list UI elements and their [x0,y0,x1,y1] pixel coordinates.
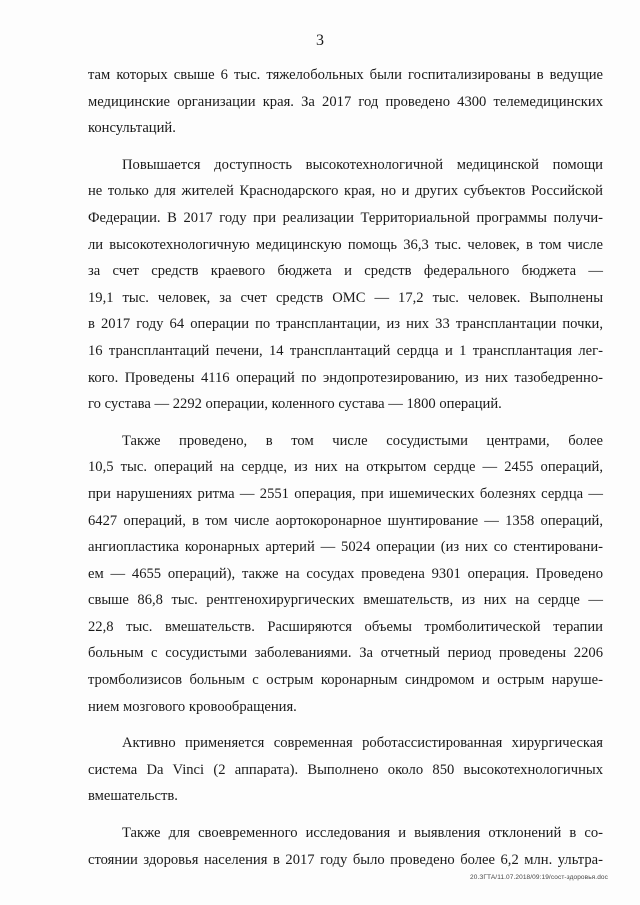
text-line: консультаций. [88,120,176,137]
page-number: 3 [316,32,324,49]
body-text [88,62,603,873]
text-line: за счет средств краевого бюджета и средств федерального бюджета — [88,263,603,280]
text-line: Также для своевременного исследования и выявления отклонений в со- [122,825,603,842]
text-line: в 2017 году 64 операции по трансплантации, из них 33 трансплантации почки, [88,316,603,333]
text-line: ем — 4655 операций), также на сосудах проведена 9301 операция. Проведено [88,565,603,582]
text-line: Активно применяется современная роботассистированная хирургическая [122,735,603,752]
paragraph [88,730,603,810]
text-line: 22,8 тыс. вмешательств. Расширяются объемы тромболитической терапии [88,618,603,635]
text-line: вмешательств. [88,788,178,805]
text-line: кого. Проведены 4116 операций по эндопротезированию, из них тазобедренно- [88,369,603,386]
text-line: Федерации. В 2017 году при реализации Территориальной программы получи- [88,209,603,226]
text-line: система Da Vinci (2 аппарата). Выполнено около 850 высокотехнологичных [88,761,603,778]
text-line: при нарушениях ритма — 2551 операция, при ишемических болезнях сердца — [88,485,603,502]
text-line: ангиопластика коронарных артерий — 5024 операции (из них со стентировани- [88,539,603,556]
text-line: не только для жителей Краснодарского края, но и других субъектов Российской [88,183,603,200]
text-line: медицинские организации края. За 2017 год проведено 4300 телемедицинских [88,93,603,110]
text-line: 6427 операций, в том числе аортокоронарное шунтирование — 1358 операций, [88,512,603,529]
text-line: стоянии здоровья населения в 2017 году было проведено более 6,2 млн. ультра- [88,851,603,868]
footer-file-path: 20.ЗГТА/11.07.2018/09:19/сост-здоровья.doc [470,874,608,881]
text-line: 19,1 тыс. человек, за счет средств ОМС — 17,2 тыс. человек. Выполнены [88,289,603,306]
paragraph [88,820,603,873]
text-line: го сустава — 2292 операции, коленного сустава — 1800 операций. [88,396,502,413]
text-line: там которых свыше 6 тыс. тяжелобольных были госпитализированы в ведущие [88,67,603,83]
text-line: свыше 86,8 тыс. рентгенохирургических вмешательств, из них на сердце — [88,592,603,609]
paragraph [88,152,603,418]
text-line: больным с сосудистыми заболеваниями. За отчетный период проведены 2206 [88,645,603,662]
text-line: нием мозгового кровообращения. [88,698,297,715]
text-line: 10,5 тыс. операций на сердце, из них на открытом сердце — 2455 операций, [88,459,603,476]
paragraph [88,62,603,142]
text-line: Повышается доступность высокотехнологичной медицинской помощи [122,156,603,173]
text-line: тромболизисов больным с острым коронарным синдромом и острым наруше- [88,672,603,689]
text-line: 16 трансплантаций печени, 14 трансплантаций сердца и 1 трансплантация лег- [88,342,603,359]
text-line: ли высокотехнологичную медицинскую помощь 36,3 тыс. человек, в том числе [88,236,603,253]
text-line: Также проведено, в том числе сосудистыми центрами, более [122,432,603,449]
paragraph [88,428,603,721]
